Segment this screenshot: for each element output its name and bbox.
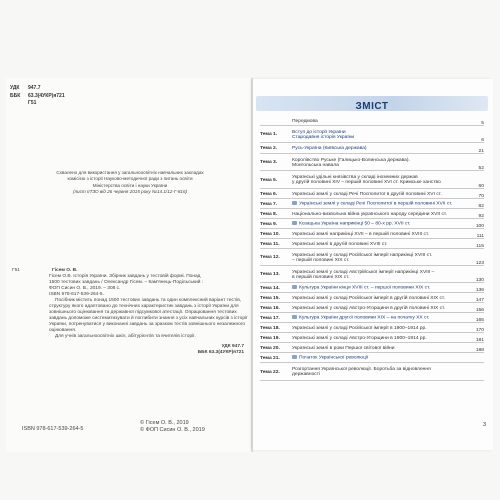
toc-entry [260, 126, 484, 143]
toc-title-text: Українські землі у складі Речі Посполитої в першій половині XVII ст. [299, 201, 453, 207]
toc-entry [260, 313, 484, 323]
toc-page-number: 92 [478, 214, 484, 219]
toc-entry [260, 189, 484, 199]
book-icon [292, 221, 297, 225]
approval-line: комісією з історії Науково-методичної ради з питань освіти [67, 176, 193, 182]
catalog-udk-line: ББК 63.3(4УКР)я721 [197, 350, 244, 355]
toc-topic-number: Тема 5. [260, 177, 278, 183]
toc-title-line [292, 221, 484, 227]
toc-title [292, 232, 484, 237]
copyright-line: © Гісем О. В., 2019 [140, 420, 189, 426]
toc-title-text: Українські землі у складі Російської імперії наприкінці XVIII ст. [292, 252, 433, 258]
toc-title-line [292, 135, 484, 140]
toc-topic-number: Тема 18. [260, 325, 280, 331]
table-of-contents [260, 116, 484, 381]
udk-label: УДК [10, 85, 20, 91]
toc-entry [260, 343, 484, 353]
toc-title [292, 119, 484, 124]
udk-row [10, 85, 65, 93]
toc-title-text: Козацька Україна наприкінці 50 – 80-х рр. XVII ст. [299, 221, 411, 227]
toc-page-number: 123 [475, 261, 484, 266]
approval-stamp [30, 170, 230, 195]
catalog-udk-line: УДК 947.7 [221, 344, 244, 349]
toc-page-number: 82 [478, 204, 484, 209]
toc-title [292, 192, 484, 197]
toc-topic-number: Тема 16. [260, 305, 280, 311]
catalog-udk [12, 344, 244, 356]
toc-entry [260, 249, 484, 266]
copyright [140, 420, 205, 434]
toc-title [292, 315, 484, 321]
toc-entry [260, 353, 484, 363]
toc-title [292, 336, 484, 341]
toc-title-line [292, 163, 484, 168]
toc-title-line [292, 315, 484, 321]
toc-title-text: в першій половині XIX ст. [292, 274, 350, 280]
toc-entry [260, 171, 484, 189]
toc-entry [260, 333, 484, 343]
contents-heading: ЗМІСТ [355, 101, 389, 112]
toc-title-text: Українські землі в другій половині XVIII ст. [292, 241, 388, 247]
toc-page-number: 115 [476, 244, 484, 249]
udk-row [10, 100, 65, 108]
catalog-code: Г51 [12, 268, 20, 273]
toc-title [292, 221, 484, 227]
toc-page-number: 188 [475, 348, 484, 353]
udk-row [10, 93, 65, 101]
toc-title [292, 306, 484, 311]
toc-title-text: Українські землі у складі Речі Посполитої в другій половині XVI ст. [292, 191, 442, 197]
catalog-line: Гісем О.В. Історія України. Збірник завдань у тестовій формі. Понад [49, 274, 201, 279]
toc-topic-number: Тема 1. [260, 132, 278, 137]
toc-title [292, 326, 484, 331]
toc-title [292, 158, 484, 168]
toc-title-line [292, 355, 484, 361]
contents-heading-bar [256, 96, 488, 111]
toc-title-line [292, 258, 484, 263]
udk-value: Г51 [28, 100, 37, 106]
copyright-line: © ФОП Сисин О. В., 2019 [140, 427, 205, 433]
toc-title [292, 201, 484, 207]
toc-title-text: Вступ до історії України [292, 129, 346, 135]
udk-value: 63.3(4УКР)я721 [28, 92, 65, 99]
toc-title-text: Українські удільні князівства у складі іноземних держав [292, 175, 418, 180]
toc-title-line [292, 212, 484, 217]
udk-value: 947.7 [28, 85, 41, 91]
udk-label [10, 100, 28, 108]
toc-title-text: Українські землі у складі Російської імперії в 1900–1914 рр. [292, 325, 427, 331]
toc-title [292, 130, 484, 140]
toc-title-text: державності [292, 372, 321, 377]
toc-title-line [292, 285, 484, 291]
catalog-line: Для учнів загальноосвітніх шкіл, абітурієнтів та вчителів історії. [55, 334, 196, 339]
toc-topic-number: Тема 15. [260, 295, 280, 301]
toc-entry [260, 293, 484, 303]
catalog-line: Посібник містить понад 1500 тестових завдань та один комплексний варіант тестів, [55, 298, 242, 303]
toc-title-line [292, 306, 484, 311]
approval-line: Міністерства освіти і науки України [92, 182, 168, 188]
toc-title-text: Русь-Україна (Київська держава) [292, 146, 367, 151]
catalog-description [49, 274, 248, 340]
toc-topic-number: Тема 17. [260, 315, 280, 321]
toc-page-number: 21 [478, 149, 484, 154]
toc-title-text: Українські землі в роки Першої світової війни [292, 345, 395, 351]
toc-title-line [292, 275, 484, 280]
toc-topic-number: Тема 3. [260, 160, 278, 165]
book-icon [292, 201, 297, 205]
toc-entry [260, 283, 484, 293]
catalog-card [12, 268, 248, 356]
toc-page-number: 170 [475, 328, 484, 333]
toc-entry [260, 229, 484, 239]
toc-page-number: 111 [476, 234, 484, 239]
toc-title-text: у другій половині XIV – першій половині XVI ст. Кримське ханство [292, 180, 441, 185]
toc-topic-number: Тема 21. [260, 355, 280, 361]
toc-page-number: 52 [478, 166, 484, 171]
toc-title-line [292, 296, 484, 301]
toc-title-text: Королівство Руське (Галицько-Волинська держава). [292, 157, 410, 163]
toc-page-number: 130 [475, 278, 484, 283]
toc-title-text: Українські землі у складі Російської імперії в другій половині XIX ст. [292, 295, 445, 301]
toc-title-text: Українські землі у складі Австро-Угорщини в другій половині XIX ст. [292, 305, 446, 311]
toc-topic-number: Тема 7. [260, 201, 278, 207]
approval-line: (лист ІІТЗО від 26 червня 2015 року №14.1/12-Г-816) [72, 188, 188, 194]
toc-title [292, 355, 484, 361]
toc-separator [260, 380, 484, 381]
toc-page-number: 181 [475, 338, 484, 343]
toc-title-text: Українські землі у складі Австрійської імперії наприкінці XVIII – [292, 269, 435, 275]
toc-topic-number: Тема 8. [260, 211, 278, 217]
toc-entry [260, 143, 484, 154]
toc-entry [260, 199, 484, 209]
toc-title-text: Українські землі у складі Австро-Угорщини в 1900–1914 рр. [292, 335, 427, 341]
toc-page-number: 165 [475, 318, 484, 323]
toc-page-number: 70 [478, 194, 484, 199]
isbn: ISBN 978-617-539-264-5 [22, 426, 84, 432]
catalog-line: завдань допоможе систематизувати й поглибити знання з усіх навчальних курсів з історії [49, 316, 248, 321]
toc-topic-number: Тема 14. [260, 285, 280, 291]
toc-title-line [292, 346, 484, 351]
catalog-line: 1500 тестових завдань / Олександр Гісем. – Кам'янець-Подільський : [49, 280, 204, 285]
catalog-line: ISBN 978-617-539-264-5. [49, 292, 104, 297]
toc-title-text: Стародавня історія України [292, 134, 355, 140]
toc-title-line [292, 146, 484, 151]
toc-title-text: Початок Української революції [299, 355, 369, 361]
toc-title-line [292, 180, 484, 185]
toc-title [292, 296, 484, 301]
toc-page-number: 6 [481, 138, 484, 143]
left-page [6, 78, 253, 452]
toc-entry [260, 116, 484, 126]
toc-title-line [292, 326, 484, 331]
toc-title-line [292, 119, 484, 124]
approval-line: Схвалено для використання у загальноосвітніх навчальних закладах [56, 170, 204, 175]
toc-topic-number: Тема 19. [260, 335, 280, 341]
catalog-author: Гісем О. В. [52, 268, 78, 273]
toc-topic-number: Тема 11. [260, 241, 280, 247]
catalog-line: структуру якого адаптовано до технічних характеристик завдань з історії України для [49, 304, 239, 309]
book-icon [292, 315, 297, 319]
udk-block [10, 85, 65, 108]
toc-title-text: Національно-визвольна війна українського народу середини XVII ст. [292, 211, 447, 217]
toc-title-text: Культура України другої половини XIX – на початку XX ст. [299, 315, 430, 321]
toc-title [292, 270, 484, 280]
toc-entry [260, 154, 484, 171]
udk-label: ББК [10, 92, 21, 99]
toc-page-number: 100 [475, 224, 484, 229]
toc-entry [260, 239, 484, 249]
toc-page-number: 5 [481, 121, 484, 126]
toc-title [292, 367, 484, 377]
toc-page-number: 136 [475, 288, 484, 293]
toc-page-number: 147 [475, 298, 484, 303]
toc-title [292, 146, 484, 151]
toc-title-text: Передмова [292, 118, 318, 124]
toc-title-text: Монгольська навала [292, 162, 339, 168]
catalog-line: зовнішнього оцінювання та державної підсумкової атестації. Опрацювання тестових [49, 310, 237, 315]
toc-topic-number: Тема 12. [260, 255, 280, 260]
toc-entry [260, 219, 484, 229]
toc-topic-number: Тема 13. [260, 272, 280, 277]
toc-entry [260, 303, 484, 313]
toc-page-number: 156 [475, 308, 484, 313]
toc-title [292, 285, 484, 291]
toc-entry [260, 266, 484, 283]
toc-title-text: Розгортання Української революції. Боротьба за відновлення [292, 367, 431, 372]
toc-topic-number: Тема 2. [260, 146, 278, 151]
page-number: 3 [483, 422, 487, 428]
toc-title-text: Культура України кінця XVIII ст. – першої половини XIX ст. [299, 285, 431, 291]
book-icon [292, 285, 297, 289]
toc-title [292, 212, 484, 217]
catalog-line: України, потренуватися у виконанні завдань за зразком тестів зовнішнього незалежного [49, 322, 246, 327]
toc-title-line [292, 201, 484, 207]
toc-topic-number: Тема 20. [260, 345, 280, 351]
toc-topic-number: Тема 6. [260, 191, 278, 197]
toc-title-text: Українські землі наприкінці XVII – в першій половині XVIII ст. [292, 231, 430, 237]
toc-title-line [292, 192, 484, 197]
catalog-line: ФОП Сисин О. В., 2019. – 308 с. [49, 286, 121, 291]
toc-title-line [292, 336, 484, 341]
toc-title [292, 242, 484, 247]
toc-title-text: – першій половині XIX ст. [292, 257, 350, 263]
toc-title [292, 253, 484, 263]
toc-entry [260, 209, 484, 219]
toc-title-line [292, 242, 484, 247]
toc-topic-number: Тема 9. [260, 221, 278, 227]
toc-topic-number: Тема 22. [260, 369, 280, 375]
toc-page-number: 60 [478, 184, 484, 189]
toc-entry [260, 363, 484, 381]
toc-entry [260, 323, 484, 333]
toc-title-line [292, 232, 484, 237]
toc-title [292, 175, 484, 185]
toc-title [292, 346, 484, 351]
toc-title-line [292, 372, 484, 377]
book-icon [292, 355, 297, 359]
toc-topic-number: Тема 10. [260, 231, 280, 237]
catalog-line: оцінювання. [49, 328, 77, 333]
